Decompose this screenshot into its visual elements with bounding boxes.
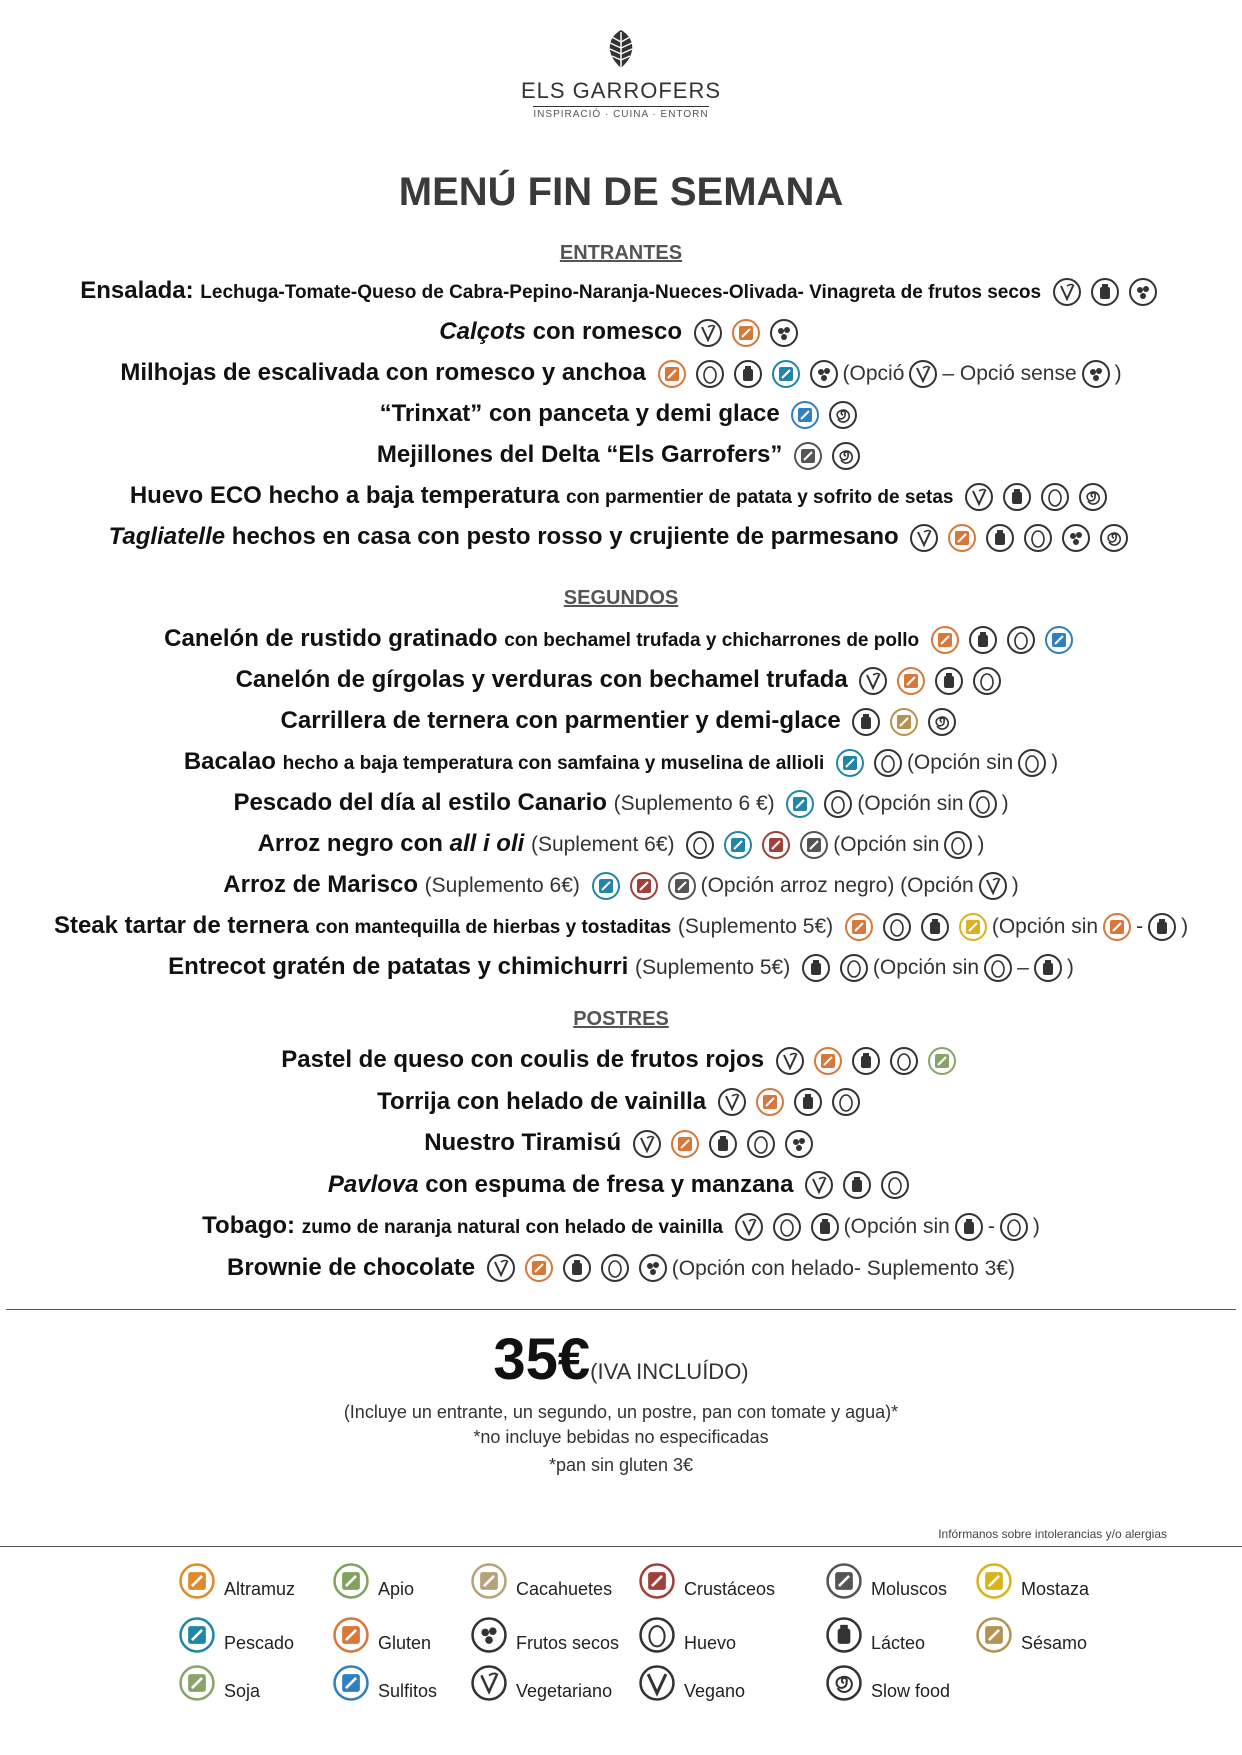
sesamo-icon xyxy=(889,707,919,737)
huevo-icon xyxy=(638,1616,676,1654)
legend-label: Sulfitos xyxy=(378,1681,438,1701)
vegetariano-icon xyxy=(1052,277,1082,307)
price-iva: (IVA INCLUÍDO) xyxy=(590,1359,749,1384)
vegano-icon xyxy=(638,1664,676,1702)
price-note-drinks: *no incluye bebidas no especificadas xyxy=(473,1427,769,1447)
dish-name-italic: Pavlova xyxy=(327,1170,419,1198)
huevo-icon xyxy=(839,953,869,983)
legend-label: Gluten xyxy=(378,1633,432,1653)
legend-label: Pescado xyxy=(224,1633,295,1653)
dish-option-close: ) xyxy=(1114,362,1122,385)
huevo-icon xyxy=(972,666,1002,696)
dish-name: Steak tartar de ternera xyxy=(53,912,309,939)
menu-item xyxy=(0,909,1242,945)
dish-name: Milhojas de escalivada con romesco y anchoa xyxy=(120,359,646,386)
huevo-icon xyxy=(746,1129,776,1159)
dish-name-italic: Calçots xyxy=(439,318,526,345)
dish-option-note: (Opción sin xyxy=(833,833,940,856)
dish-name: Arroz de Marisco xyxy=(223,871,418,898)
dish-name: Mejillones del Delta “Els Garrofers” xyxy=(376,441,783,468)
crustaceos-icon xyxy=(638,1562,676,1600)
dish-option-note: (Opción sin xyxy=(991,915,1099,938)
brand-tagline: INSPIRACIÓ · CUINA · ENTORN xyxy=(533,106,708,120)
huevo-icon xyxy=(882,912,912,942)
section-segundos: SEGUNDOS xyxy=(563,587,679,609)
dish-option-note: (Opción sin xyxy=(872,956,980,979)
legend-label: Apio xyxy=(378,1579,415,1599)
gluten-icon xyxy=(896,666,926,696)
legend-label: Frutos secos xyxy=(516,1633,620,1653)
legend-item-sulfitos xyxy=(332,1664,437,1702)
lacteo-icon xyxy=(708,1129,738,1159)
menu-item xyxy=(0,1085,1242,1119)
vegetariano-icon xyxy=(909,523,939,553)
legend-item-mostaza xyxy=(975,1562,1089,1600)
frutos-icon xyxy=(809,359,839,389)
vegetariano-icon xyxy=(486,1253,516,1283)
lacteo-icon xyxy=(842,1170,872,1200)
legend-item-vegano xyxy=(638,1664,745,1702)
dish-name: Canelón de rustido gratinado xyxy=(164,625,498,652)
dish-name: con espuma de fresa y manzana xyxy=(418,1170,794,1198)
dish-option-note: (Opción sin xyxy=(857,792,964,815)
legend-item-sesamo xyxy=(975,1616,1087,1654)
lacteo-icon xyxy=(968,625,998,655)
dish-name: “Trinxat” con panceta y demi glace xyxy=(379,400,780,427)
menu-item xyxy=(0,745,1242,781)
dish-name: Torrija con helado de vainilla xyxy=(377,1087,707,1115)
huevo-icon xyxy=(600,1253,630,1283)
sulfitos-icon xyxy=(332,1664,370,1702)
dish-name: Nuestro Tiramisú xyxy=(424,1129,622,1156)
dish-name: Tobago: xyxy=(202,1212,296,1239)
moluscos-icon xyxy=(793,441,823,471)
price-block xyxy=(0,1326,1242,1393)
dish-name: Pastel de queso con coulis de frutos rojos xyxy=(281,1046,765,1073)
gluten-icon xyxy=(731,318,761,348)
brand-name: ELS GARROFERS xyxy=(520,78,722,103)
huevo-icon xyxy=(1023,523,1053,553)
menu-item xyxy=(0,520,1242,554)
dish-option-close: ) xyxy=(977,833,985,856)
lacteo-icon xyxy=(920,912,950,942)
legend-item-lacteo xyxy=(825,1616,925,1654)
dish-option-separator: - xyxy=(987,1215,995,1238)
gluten-icon xyxy=(1102,912,1132,942)
lacteo-icon xyxy=(825,1616,863,1654)
lacteo-icon xyxy=(1002,482,1032,512)
gluten-icon xyxy=(670,1129,700,1159)
gluten-icon xyxy=(332,1616,370,1654)
huevo-icon xyxy=(1040,482,1070,512)
vegetariano-icon xyxy=(858,666,888,696)
legend-item-soja xyxy=(178,1664,260,1702)
menu-item xyxy=(0,786,1242,821)
dish-option-note: (Opción con helado- Suplemento 3€) xyxy=(671,1256,1015,1280)
vegetariano-icon xyxy=(775,1046,805,1076)
legend-item-moluscos xyxy=(825,1562,947,1600)
vegetariano-icon xyxy=(978,871,1008,901)
lacteo-icon xyxy=(851,707,881,737)
moluscos-icon xyxy=(825,1562,863,1600)
legend-label: Vegetariano xyxy=(516,1681,613,1701)
legend-item-pescado xyxy=(178,1616,294,1654)
legend-label: Vegano xyxy=(684,1681,746,1701)
legend-label: Sésamo xyxy=(1021,1633,1088,1653)
dish-supplement: (Suplemento 6€) xyxy=(424,874,580,897)
dish-name-italic: all i oli xyxy=(449,830,525,857)
dish-description: con bechamel trufada y chicharrones de pollo xyxy=(504,630,920,651)
menu-item xyxy=(0,438,1242,472)
price-note-bread: *pan sin gluten 3€ xyxy=(548,1455,694,1475)
pescado-icon xyxy=(178,1616,216,1654)
soja-icon xyxy=(178,1664,216,1702)
dish-supplement: (Suplemento 6 €) xyxy=(613,792,775,815)
lacteo-icon xyxy=(1033,953,1063,983)
allergy-note: Infórmanos sobre intolerancias y/o alergias xyxy=(938,1527,1167,1541)
dish-option-separator: – xyxy=(1017,956,1029,979)
dish-description: Lechuga-Tomate-Queso de Cabra-Pepino-Naranja-Nueces-Olivada- Vinagreta de frutos secos xyxy=(200,282,1042,303)
huevo-icon xyxy=(1017,748,1047,778)
menu-item xyxy=(0,1168,1242,1202)
menu-item xyxy=(0,1251,1242,1286)
menu-item xyxy=(0,868,1242,903)
dish-name-italic: Tagliatelle xyxy=(108,523,226,550)
legend-label: Slow food xyxy=(871,1681,951,1701)
dish-option-close: ) xyxy=(1066,956,1074,979)
dish-option-note: (Opció xyxy=(842,362,905,385)
frutos-icon xyxy=(1061,523,1091,553)
gluten-icon xyxy=(844,912,874,942)
cacahuetes-icon xyxy=(470,1562,508,1600)
dish-name: Ensalada: xyxy=(80,277,194,304)
legend-label: Altramuz xyxy=(224,1579,296,1599)
dish-name: Bacalao xyxy=(183,748,276,775)
page-title: MENÚ FIN DE SEMANA xyxy=(398,170,844,214)
menu-item xyxy=(0,274,1242,310)
vegetariano-icon xyxy=(470,1664,508,1702)
lacteo-icon xyxy=(801,953,831,983)
dish-name: Canelón de gírgolas y verduras con bechamel trufada xyxy=(235,666,848,693)
menu-item xyxy=(0,1043,1242,1077)
legend-item-crustaceos xyxy=(638,1562,775,1600)
huevo-icon xyxy=(880,1170,910,1200)
huevo-icon xyxy=(873,748,903,778)
legend-label: Lácteo xyxy=(871,1633,926,1653)
menu-item xyxy=(0,479,1242,515)
legend-item-vegetariano xyxy=(470,1664,612,1702)
menu-item xyxy=(0,1126,1242,1160)
mostaza-icon xyxy=(975,1562,1013,1600)
legend-label: Cacahuetes xyxy=(516,1579,613,1599)
apio-icon xyxy=(332,1562,370,1600)
lacteo-icon xyxy=(985,523,1015,553)
gluten-icon xyxy=(755,1087,785,1117)
lacteo-icon xyxy=(1147,912,1177,942)
pescado-icon xyxy=(771,359,801,389)
price-note-includes: (Incluye un entrante, un segundo, un postre, pan con tomate y agua)* xyxy=(343,1402,899,1422)
lacteo-icon xyxy=(954,1212,984,1242)
vegetariano-icon xyxy=(693,318,723,348)
divider xyxy=(6,1309,1236,1310)
huevo-icon xyxy=(889,1046,919,1076)
dish-option-close: ) xyxy=(1051,751,1059,774)
legend-item-altramuz xyxy=(178,1562,295,1600)
lacteo-icon xyxy=(562,1253,592,1283)
header xyxy=(0,28,1242,122)
dish-supplement: (Suplemento 5€) xyxy=(677,915,834,938)
menu-item xyxy=(0,1209,1242,1245)
dish-description: con parmentier de patata y sofrito de setas xyxy=(565,487,954,508)
menu-item xyxy=(0,397,1242,431)
section-entrantes: ENTRANTES xyxy=(559,242,683,264)
lacteo-icon xyxy=(934,666,964,696)
menu-item xyxy=(0,356,1242,391)
dish-name: Brownie de chocolate xyxy=(227,1253,476,1281)
lacteo-icon xyxy=(1090,277,1120,307)
menu-item xyxy=(0,315,1242,349)
dish-option-close: ) xyxy=(1001,792,1009,815)
gluten-icon xyxy=(813,1046,843,1076)
sulfitos-icon xyxy=(790,400,820,430)
dish-option-close: ) xyxy=(1181,915,1189,938)
vegetariano-icon xyxy=(804,1170,834,1200)
section-postres: POSTRES xyxy=(573,1008,669,1030)
moluscos-icon xyxy=(799,830,829,860)
legend-label: Huevo xyxy=(684,1633,737,1653)
slow-icon xyxy=(1078,482,1108,512)
crustaceos-icon xyxy=(761,830,791,860)
huevo-icon xyxy=(831,1087,861,1117)
vegetariano-icon xyxy=(964,482,994,512)
huevo-icon xyxy=(1006,625,1036,655)
dish-name: con romesco xyxy=(525,318,683,345)
huevo-icon xyxy=(983,953,1013,983)
dish-description: con mantequilla de hierbas y tostaditas xyxy=(315,917,672,938)
lacteo-icon xyxy=(851,1046,881,1076)
price-amount: 35€ xyxy=(493,1327,591,1392)
frutos-icon xyxy=(470,1616,508,1654)
menu-item xyxy=(0,622,1242,658)
crustaceos-icon xyxy=(629,871,659,901)
dish-name: hechos en casa con pesto rosso y crujiente de parmesano xyxy=(225,523,899,550)
gluten-icon xyxy=(947,523,977,553)
huevo-icon xyxy=(685,830,715,860)
legend-label: Mostaza xyxy=(1021,1579,1090,1599)
huevo-icon xyxy=(968,789,998,819)
legend-label: Soja xyxy=(224,1681,261,1701)
mostaza-icon xyxy=(958,912,988,942)
legend-item-slow xyxy=(825,1664,950,1702)
menu-item xyxy=(0,827,1242,862)
gluten-icon xyxy=(657,359,687,389)
lacteo-icon xyxy=(733,359,763,389)
dish-option-separator: - xyxy=(1136,915,1144,938)
frutos-icon xyxy=(769,318,799,348)
dish-description: hecho a baja temperatura con samfaina y muselina de allioli xyxy=(282,753,825,774)
dish-description: zumo de naranja natural con helado de vainilla xyxy=(301,1217,723,1238)
vegetariano-icon xyxy=(908,359,938,389)
slow-icon xyxy=(828,400,858,430)
leaf-logo-icon xyxy=(603,28,639,72)
legend-item-cacahuetes xyxy=(470,1562,612,1600)
huevo-icon xyxy=(943,830,973,860)
menu-item xyxy=(0,663,1242,697)
soja-icon xyxy=(927,1046,957,1076)
gluten-icon xyxy=(524,1253,554,1283)
dish-name: Carrillera de ternera con parmentier y demi-glace xyxy=(280,707,841,734)
dish-option-note: (Opción sin xyxy=(843,1215,950,1238)
dish-option-note: (Opción arroz negro) (Opción xyxy=(700,874,974,897)
dish-supplement: (Suplement 6€) xyxy=(530,833,675,856)
slow-icon xyxy=(825,1664,863,1702)
moluscos-icon xyxy=(667,871,697,901)
dish-supplement: (Suplemento 5€) xyxy=(634,956,791,979)
legend-label: Moluscos xyxy=(871,1579,948,1599)
frutos-icon xyxy=(1128,277,1158,307)
lacteo-icon xyxy=(810,1212,840,1242)
vegetariano-icon xyxy=(734,1212,764,1242)
slow-icon xyxy=(927,707,957,737)
pescado-icon xyxy=(785,789,815,819)
huevo-icon xyxy=(772,1212,802,1242)
vegetariano-icon xyxy=(632,1129,662,1159)
sulfitos-icon xyxy=(1044,625,1074,655)
dish-name: Pescado del día al estilo Canario xyxy=(233,789,607,816)
dish-name: Arroz negro con xyxy=(257,830,450,857)
frutos-icon xyxy=(784,1129,814,1159)
legend-divider xyxy=(0,1546,1242,1547)
legend-label: Crustáceos xyxy=(684,1579,776,1599)
legend-item-frutos xyxy=(470,1616,619,1654)
dish-name: Huevo ECO hecho a baja temperatura xyxy=(129,482,560,509)
frutos-icon xyxy=(638,1253,668,1283)
frutos-icon xyxy=(1081,359,1111,389)
menu-item xyxy=(0,950,1242,985)
vegetariano-icon xyxy=(717,1087,747,1117)
dish-option-separator: – Opció sense xyxy=(942,362,1077,385)
legend-item-gluten xyxy=(332,1616,431,1654)
pescado-icon xyxy=(835,748,865,778)
dish-option-close: ) xyxy=(1011,874,1019,897)
dish-name: Entrecot gratén de patatas y chimichurri xyxy=(168,953,629,980)
sesamo-icon xyxy=(975,1616,1013,1654)
gluten-icon xyxy=(930,625,960,655)
dish-option-note: (Opción sin xyxy=(906,751,1014,774)
dish-option-close: ) xyxy=(1032,1215,1040,1238)
slow-icon xyxy=(831,441,861,471)
altramuz-icon xyxy=(178,1562,216,1600)
huevo-icon xyxy=(695,359,725,389)
huevo-icon xyxy=(999,1212,1029,1242)
legend-item-apio xyxy=(332,1562,414,1600)
pescado-icon xyxy=(723,830,753,860)
huevo-icon xyxy=(823,789,853,819)
slow-icon xyxy=(1099,523,1129,553)
legend-item-huevo xyxy=(638,1616,736,1654)
lacteo-icon xyxy=(793,1087,823,1117)
pescado-icon xyxy=(591,871,621,901)
menu-item xyxy=(0,704,1242,738)
